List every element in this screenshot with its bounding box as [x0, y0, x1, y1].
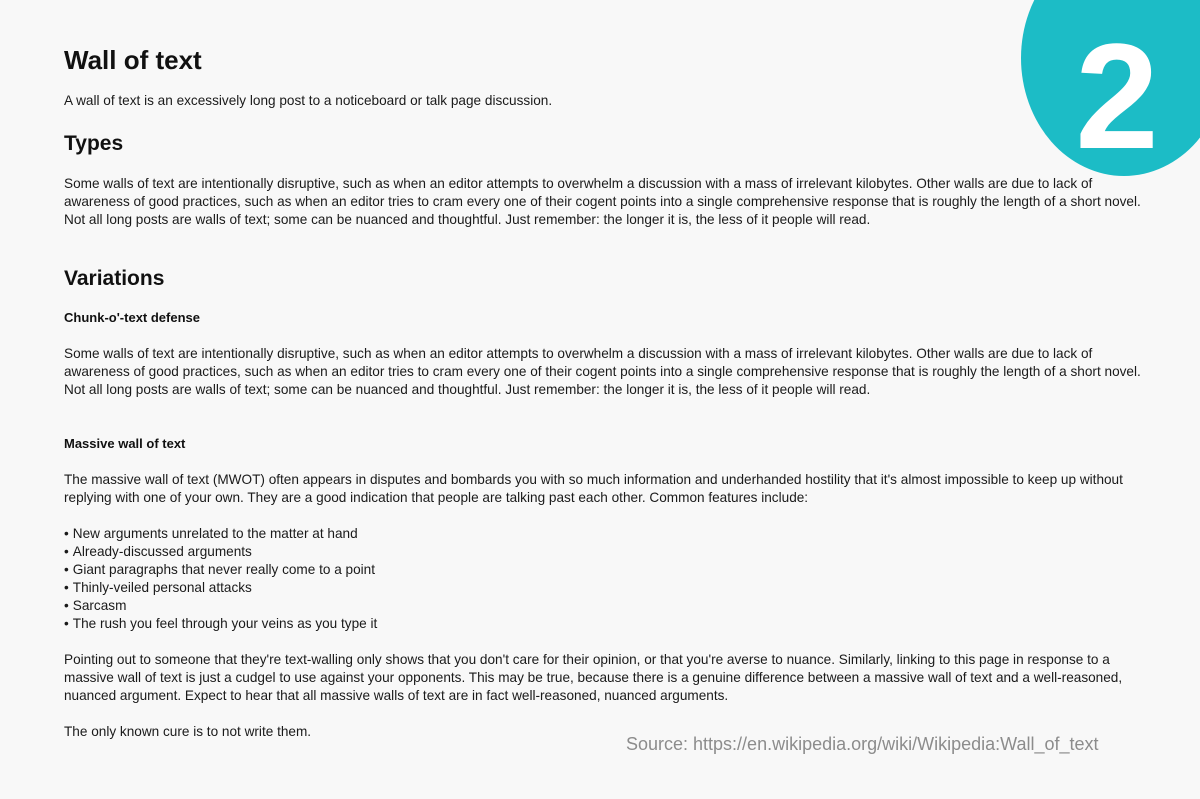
intro-paragraph: A wall of text is an excessively long post to a noticeboard or talk page discussion.	[64, 93, 553, 108]
list-item	[64, 615, 1154, 633]
list-item-text: Sarcasm	[72, 598, 127, 613]
list-item-text: Thinly-veiled personal attacks	[72, 580, 252, 595]
subsection-heading-chunk: Chunk-o'-text defense	[64, 310, 200, 325]
section-heading-types: Types	[64, 132, 124, 155]
list-item	[64, 579, 1154, 597]
massive-paragraph: The massive wall of text (MWOT) often appears in disputes and bombards you with so much information and underhanded hostility that it's almost impossible to keep up without replying with one of your own. They are a good indication that people are talking past each other. Common features include:	[64, 472, 1123, 505]
features-list	[64, 525, 1154, 633]
section-heading-variations: Variations	[64, 267, 165, 290]
list-item	[64, 597, 1154, 615]
list-item	[64, 543, 1154, 561]
list-item	[64, 561, 1154, 579]
list-item-text: The rush you feel through your veins as you type it	[72, 616, 378, 631]
badge-number: 2	[1075, 12, 1159, 180]
page-title: Wall of text	[64, 45, 202, 75]
source-caption: Source: https://en.wikipedia.org/wiki/Wikipedia:Wall_of_text	[626, 734, 1099, 754]
list-item-text: Giant paragraphs that never really come to a point	[72, 562, 376, 577]
closing-line: The only known cure is to not write them.	[64, 724, 312, 739]
subsection-heading-massive: Massive wall of text	[64, 436, 186, 451]
list-item	[64, 525, 1154, 543]
massive-paragraph-2: Pointing out to someone that they're text-walling only shows that you don't care for their opinion, or that you're averse to nuance. Similarly, linking to this page in response to a massive wall of text is just a cudgel to use against your opponents. This may be true, because there is a genuine difference between a massive wall of text and a well-reasoned, nuanced argument. Expect to hear that all massive walls of text are in fact well-reasoned, nuanced arguments.	[64, 652, 1123, 703]
types-paragraph: Some walls of text are intentionally disruptive, such as when an editor attempts to overwhelm a discussion with a mass of irrelevant kilobytes. Other walls are due to lack of awareness of good practices, such as when an editor tries to cram every one of their cogent points into a single comprehensive response that is roughly the length of a short novel. Not all long posts are walls of text; some can be nuanced and thoughtful. Just remember: the longer it is, the less of it people will read.	[64, 176, 1141, 227]
list-item-text: Already-discussed arguments	[72, 544, 252, 559]
chunk-paragraph: Some walls of text are intentionally disruptive, such as when an editor attempts to overwhelm a discussion with a mass of irrelevant kilobytes. Other walls are due to lack of awareness of good practices, such as when an editor tries to cram every one of their cogent points into a single comprehensive response that is roughly the length of a short novel. Not all long posts are walls of text; some can be nuanced and thoughtful. Just remember: the longer it is, the less of it people will read.	[64, 346, 1141, 397]
list-item-text: New arguments unrelated to the matter at hand	[72, 526, 358, 541]
